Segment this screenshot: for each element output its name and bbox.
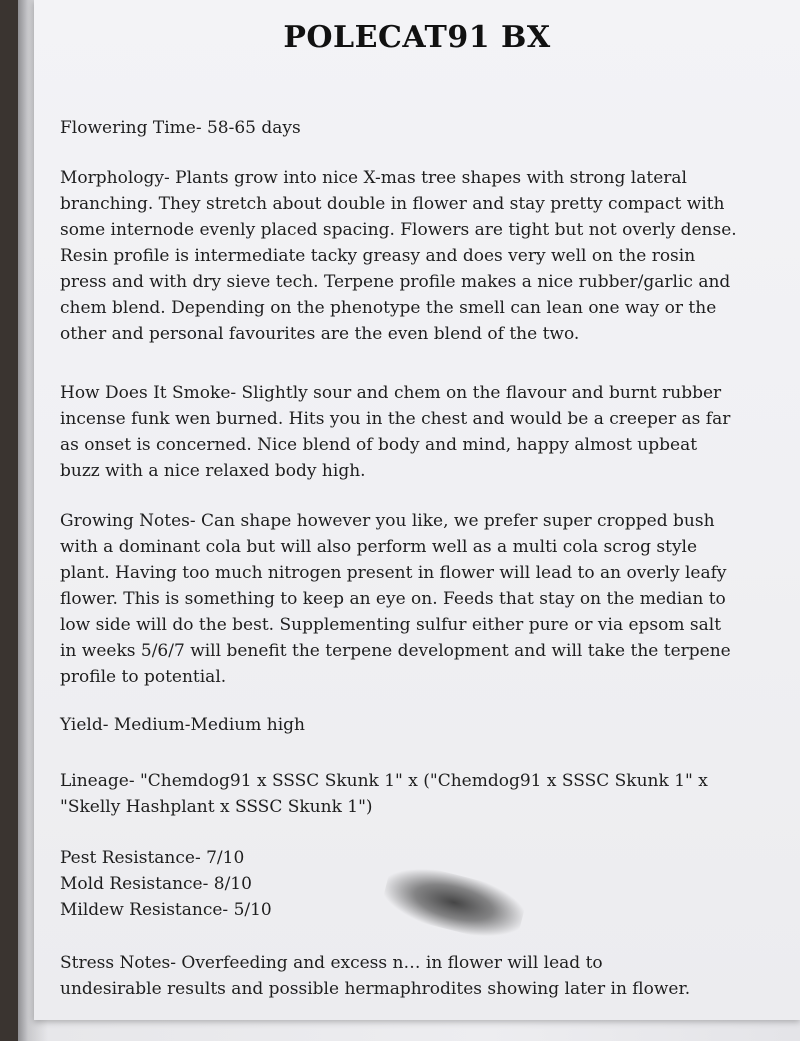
text-line: flower. This is something to keep an eye on. Feeds that stay on the median to [60,589,726,609]
text-line: incense funk wen burned. Hits you in the chest and would be a creeper as far [60,409,731,429]
text-line: How Does It Smoke- Slightly sour and chem on the flavour and burnt rubber [60,383,722,403]
text-line: Lineage- "Chemdog91 x SSSC Skunk 1" x ("Chemdog91 x SSSC Skunk 1" x [60,771,708,791]
text-line: Flowering Time- 58-65 days [60,118,301,138]
text-line: press and with dry sieve tech. Terpene profile makes a nice rubber/garlic and [60,272,731,292]
mold-resistance: Mold Resistance- 8/10 [60,874,252,894]
text-line: Stress Notes- Overfeeding and excess n… in flower will lead to [60,953,603,973]
text-line: branching. They stretch about double in flower and stay pretty compact with [60,194,725,214]
text-line: chem blend. Depending on the phenotype the smell can lean one way or the [60,298,717,318]
text-line: with a dominant cola but will also perform well as a multi cola scrog style [60,537,698,557]
flowering-time [60,115,795,141]
stress-notes-paragraph [60,950,795,1002]
growing-notes-paragraph [60,508,795,690]
text-line: "Skelly Hashplant x SSSC Skunk 1") [60,797,373,817]
text-line: low side will do the best. Supplementing sulfur either pure or via epsom salt [60,615,722,635]
strain-info-sheet [34,0,800,1020]
smoke-paragraph [60,380,795,484]
text-line: plant. Having too much nitrogen present in flower will lead to an overly leafy [60,563,727,583]
mildew-resistance: Mildew Resistance- 5/10 [60,900,272,920]
text-line: Growing Notes- Can shape however you like, we prefer super cropped bush [60,511,715,531]
text-line: undesirable results and possible hermaphrodites showing later in flower. [60,979,691,999]
text-line: profile to potential. [60,667,227,687]
text-line: Resin profile is intermediate tacky greasy and does very well on the rosin [60,246,696,266]
text-line: as onset is concerned. Nice blend of body and mind, happy almost upbeat [60,435,698,455]
text-line: in weeks 5/6/7 will benefit the terpene development and will take the terpene [60,641,731,661]
text-line: Morphology- Plants grow into nice X-mas tree shapes with strong lateral [60,168,687,188]
strain-title: POLECAT91 BX [283,20,551,55]
text-line: Yield- Medium-Medium high [60,715,305,735]
text-line: buzz with a nice relaxed body high. [60,461,366,481]
pest-resistance: Pest Resistance- 7/10 [60,848,245,868]
morphology-paragraph [60,165,795,347]
text-line: other and personal favourites are the even blend of the two. [60,324,580,344]
text-line: some internode evenly placed spacing. Flowers are tight but not overly dense. [60,220,737,240]
lineage-paragraph [60,768,795,820]
yield [60,712,795,738]
